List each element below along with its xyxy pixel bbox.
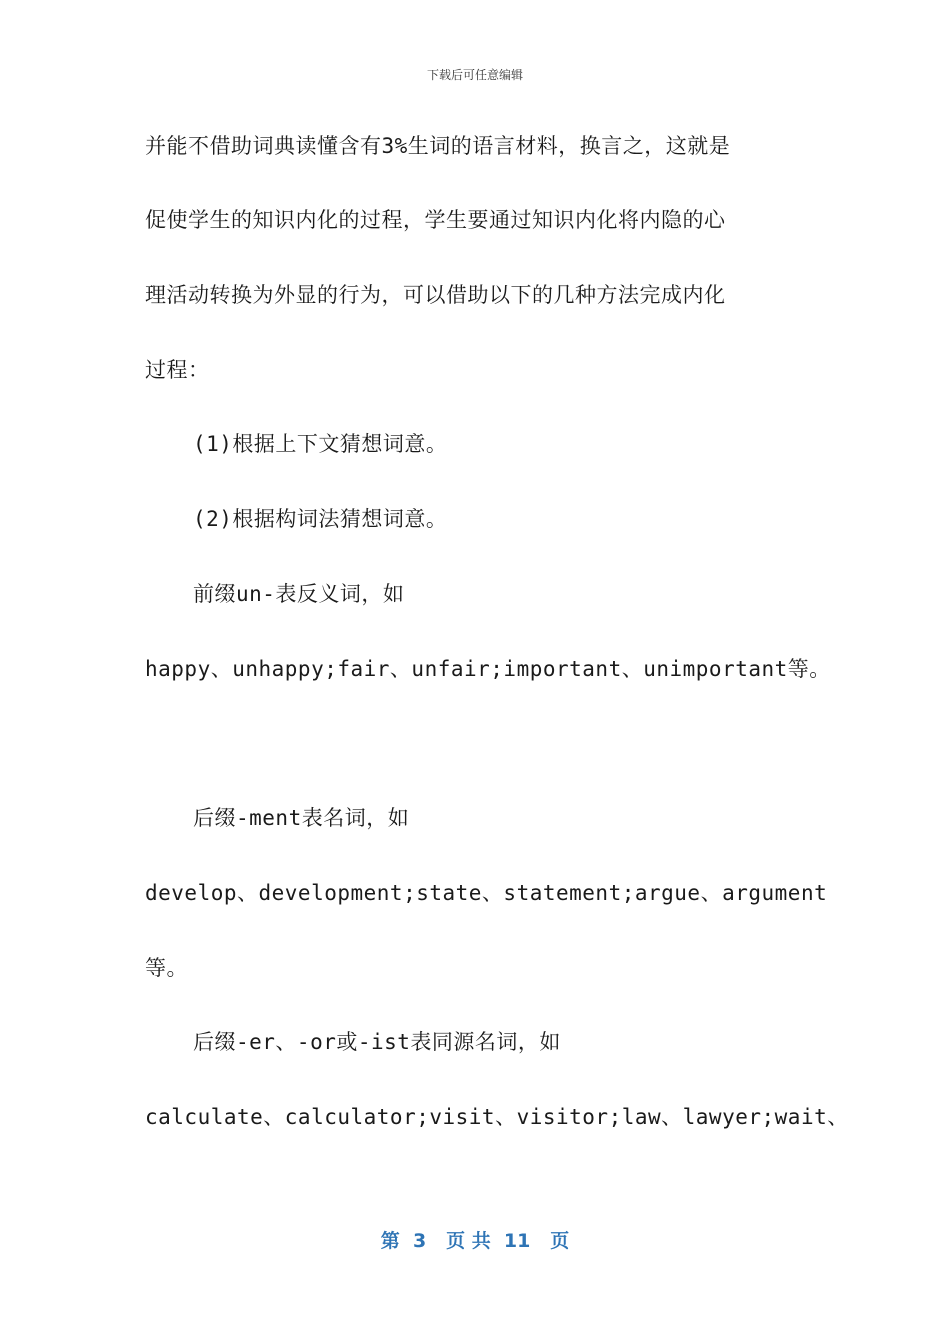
body-line: (2)根据构词法猜想词意。 [193, 507, 448, 531]
body-line: 后缀-er、-or或-ist表同源名词，如 [193, 1030, 561, 1054]
page-number-footer: 第 3 页 共 11 页 [380, 1230, 570, 1252]
body-line: 促使学生的知识内化的过程，学生要通过知识内化将内隐的心 [145, 208, 726, 232]
body-line: 理活动转换为外显的行为，可以借助以下的几种方法完成内化 [145, 283, 726, 307]
page-header: 下载后可任意编辑 [426, 68, 523, 82]
body-line: calculate、calculator;visit、visitor;law、lawyer;wait、 [145, 1105, 849, 1129]
body-line: 等。 [145, 956, 188, 980]
body-line: 过程： [145, 358, 210, 382]
body-line: 前缀un-表反义词，如 [193, 582, 405, 606]
body-line: happy、unhappy;fair、unfair;important、unimportant等。 [145, 657, 831, 681]
body-line: 并能不借助词典读懂含有3%生词的语言材料，换言之，这就是 [145, 134, 731, 158]
body-line: 后缀-ment表名词，如 [193, 806, 410, 830]
body-line: develop、development;state、statement;argue、argument [145, 881, 828, 905]
body-line: (1)根据上下文猜想词意。 [193, 432, 448, 456]
